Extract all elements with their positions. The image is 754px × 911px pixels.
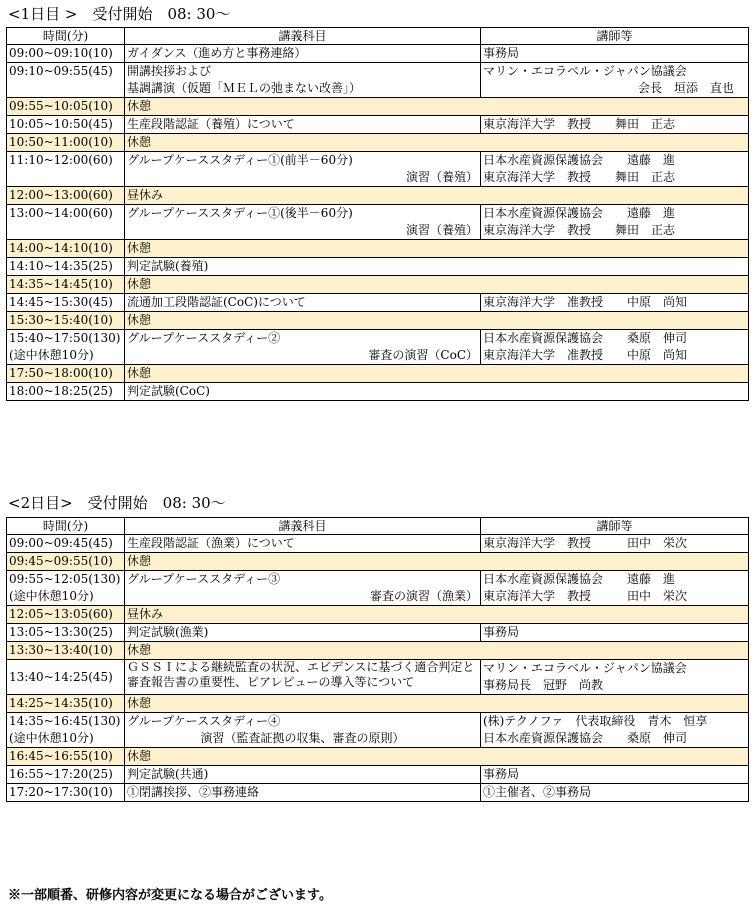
time-text: 13:05~13:30(25) xyxy=(9,625,113,639)
break-row xyxy=(7,553,749,571)
subject-text: 休憩 xyxy=(127,135,152,149)
lecturer-text: (株)テクノファ 代表取締役 青木 恒享 xyxy=(483,714,708,728)
time-text: 14:35~14:45(10) xyxy=(9,277,113,291)
time-text: 13:00~14:00(60) xyxy=(9,206,113,220)
header-lecturer: 講師等 xyxy=(481,28,749,45)
break-row xyxy=(7,276,749,294)
time-cell xyxy=(7,535,125,553)
subject-cell xyxy=(125,624,481,642)
time-cell xyxy=(7,766,125,784)
lecturer-cell xyxy=(481,624,749,642)
lecturer-text: ①主催者、②事務局 xyxy=(483,785,592,799)
time-cell xyxy=(7,695,125,713)
subject-text: 昼休み xyxy=(127,188,164,202)
subject-text: 休憩 xyxy=(127,554,152,568)
time-cell xyxy=(7,660,125,695)
subject-cell xyxy=(125,294,481,312)
lecturer-text: マリン・エコラベル・ジャパン協議会 xyxy=(483,64,687,78)
time-text: 15:30~15:40(10) xyxy=(9,313,113,327)
break-row xyxy=(7,695,749,713)
time-cell xyxy=(7,63,125,98)
time-cell xyxy=(7,312,125,330)
lecturer-text: 事務局長 冠野 尚教 xyxy=(483,678,604,692)
time-text: 09:55~10:05(10) xyxy=(9,99,113,113)
subject-text: グループケーススタディー①(後半－60分) xyxy=(127,206,353,220)
lecturer-text: 日本水産資源保護協会 桑原 伸司 xyxy=(483,731,688,745)
subject-cell xyxy=(125,553,749,571)
time-cell xyxy=(7,152,125,187)
time-text: 17:20~17:30(10) xyxy=(9,785,113,799)
day2-schedule-table xyxy=(6,517,749,802)
subject-text: 生産段階認証（養殖）について xyxy=(127,117,295,131)
subject-text: 休憩 xyxy=(127,749,152,763)
table-row xyxy=(7,713,749,748)
time-text: 12:00~13:00(60) xyxy=(9,188,113,202)
break-row xyxy=(7,240,749,258)
lecturer-text: 会長 垣添 直也 xyxy=(637,81,734,95)
time-cell xyxy=(7,98,125,116)
subject-text: グループケーススタディー③ xyxy=(127,572,281,586)
lecturer-cell xyxy=(481,63,749,98)
time-cell xyxy=(7,205,125,240)
header-subject: 講義科目 xyxy=(125,28,481,45)
time-text: 16:45~16:55(10) xyxy=(9,749,113,763)
time-text: 13:30~13:40(10) xyxy=(9,643,113,657)
lecturer-cell xyxy=(481,535,749,553)
subject-cell xyxy=(125,63,481,98)
break-row xyxy=(7,642,749,660)
time-cell xyxy=(7,606,125,624)
time-text: (途中休憩10分) xyxy=(9,589,94,603)
table-row xyxy=(7,624,749,642)
time-cell xyxy=(7,624,125,642)
time-text: 11:10~12:00(60) xyxy=(9,153,113,167)
break-row xyxy=(7,98,749,116)
time-text: (途中休憩10分) xyxy=(9,731,94,745)
table-row xyxy=(7,116,749,134)
time-text: 13:40~14:25(45) xyxy=(9,669,113,684)
lecturer-cell xyxy=(481,766,749,784)
day1-schedule-table xyxy=(6,27,749,401)
subject-text: 判定試験(共通) xyxy=(127,767,209,781)
time-text: 12:05~13:05(60) xyxy=(9,607,113,621)
time-text: 14:00~14:10(10) xyxy=(9,241,113,255)
time-text: (途中休憩10分) xyxy=(9,348,94,362)
table-row xyxy=(7,766,749,784)
subject-text: 審査の演習（CoC） xyxy=(368,348,478,362)
header-subject: 講義科目 xyxy=(125,518,481,535)
lecturer-cell xyxy=(481,116,749,134)
subject-cell xyxy=(125,187,749,205)
time-text: 09:45~09:55(10) xyxy=(9,554,113,568)
lecturer-cell xyxy=(481,152,749,187)
table-row xyxy=(7,535,749,553)
table-header-row xyxy=(7,28,749,45)
subject-text: 流通加工段階認証(CoC)について xyxy=(127,295,306,309)
time-text: 14:10~14:35(25) xyxy=(9,259,113,273)
subject-cell xyxy=(125,276,749,294)
time-text: 18:00~18:25(25) xyxy=(9,384,113,398)
subject-text: 休憩 xyxy=(127,643,152,657)
subject-cell xyxy=(125,98,749,116)
lecturer-text: マリン・エコラベル・ジャパン協議会 xyxy=(483,661,687,675)
subject-text: 休憩 xyxy=(127,696,152,710)
lecturer-text: 日本水産資源保護協会 遠藤 進 xyxy=(483,572,676,586)
subject-text: グループケーススタディー② xyxy=(127,331,281,345)
subject-text: ①閉講挨拶、②事務連絡 xyxy=(127,785,260,799)
subject-text: ＧＳＳＩによる継続監査の状況、エビデンスに基づく適合判定と審査報告書の重要性、ピアレビューの導入等について xyxy=(127,660,475,689)
subject-cell xyxy=(125,766,481,784)
subject-cell xyxy=(125,330,481,365)
lecturer-text: 東京海洋大学 教授 田中 栄次 xyxy=(483,589,688,603)
subject-cell xyxy=(125,45,481,63)
time-text: 15:40~17:50(130) xyxy=(9,331,121,345)
time-text: 10:50~11:00(10) xyxy=(9,135,113,149)
time-text: 09:00~09:45(45) xyxy=(9,536,113,550)
time-cell xyxy=(7,748,125,766)
subject-cell xyxy=(125,205,481,240)
table-row xyxy=(7,45,749,63)
subject-text: グループケーススタディー④ xyxy=(127,714,281,728)
table-header-row xyxy=(7,518,749,535)
lecturer-cell xyxy=(481,713,749,748)
lecturer-text: 東京海洋大学 教授 舞田 正志 xyxy=(483,117,676,131)
lecturer-text: 日本水産資源保護協会 遠藤 進 xyxy=(483,153,676,167)
day1-heading: <1日目 > 受付開始 08: 30〜 xyxy=(8,5,231,23)
time-cell xyxy=(7,571,125,606)
time-text: 17:50~18:00(10) xyxy=(9,366,113,380)
subject-cell xyxy=(125,383,749,401)
lecturer-text: 事務局 xyxy=(483,46,520,60)
subject-cell xyxy=(125,240,749,258)
subject-text: 判定試験(CoC) xyxy=(127,384,210,398)
time-cell xyxy=(7,294,125,312)
time-cell xyxy=(7,134,125,152)
lecturer-text: 東京海洋大学 准教授 中原 尚知 xyxy=(483,348,688,362)
table-row xyxy=(7,383,749,401)
time-cell xyxy=(7,330,125,365)
lecturer-cell xyxy=(481,571,749,606)
subject-text: 生産段階認証（漁業）について xyxy=(127,536,295,550)
subject-cell xyxy=(125,365,749,383)
subject-text: 休憩 xyxy=(127,241,152,255)
lecturer-cell xyxy=(481,45,749,63)
lecturer-cell xyxy=(481,294,749,312)
lecturer-cell xyxy=(481,784,749,802)
subject-text: 演習（養殖） xyxy=(405,223,478,237)
lecturer-text: 事務局 xyxy=(483,767,520,781)
break-row xyxy=(7,606,749,624)
break-row xyxy=(7,365,749,383)
subject-cell xyxy=(125,660,481,695)
time-cell xyxy=(7,240,125,258)
table-row xyxy=(7,205,749,240)
footnote: ※一部順番、研修内容が変更になる場合がございます。 xyxy=(8,888,332,903)
subject-text: 休憩 xyxy=(127,313,152,327)
lecturer-text: 東京海洋大学 教授 田中 栄次 xyxy=(483,536,688,550)
lecturer-cell xyxy=(481,205,749,240)
time-cell xyxy=(7,258,125,276)
table-row xyxy=(7,330,749,365)
break-row xyxy=(7,312,749,330)
subject-cell xyxy=(125,748,749,766)
subject-cell xyxy=(125,134,749,152)
header-time: 時間(分) xyxy=(7,518,125,535)
time-text: 09:55~12:05(130) xyxy=(9,572,121,586)
subject-cell xyxy=(125,713,481,748)
subject-text: グループケーススタディー①(前半－60分) xyxy=(127,153,353,167)
time-cell xyxy=(7,553,125,571)
table-row xyxy=(7,258,749,276)
subject-cell xyxy=(125,642,749,660)
break-row xyxy=(7,748,749,766)
time-cell xyxy=(7,642,125,660)
subject-text: 演習（養殖） xyxy=(405,170,478,184)
lecturer-text: 日本水産資源保護協会 遠藤 進 xyxy=(483,206,676,220)
subject-text: 開講挨拶および xyxy=(127,64,212,78)
time-text: 10:05~10:50(45) xyxy=(9,117,113,131)
subject-cell xyxy=(125,152,481,187)
subject-text: 休憩 xyxy=(127,277,152,291)
header-lecturer: 講師等 xyxy=(481,518,749,535)
subject-text: ガイダンス（進め方と事務連絡） xyxy=(127,46,307,60)
subject-text: 昼休み xyxy=(127,607,164,621)
time-text: 09:00~09:10(10) xyxy=(9,46,113,60)
time-cell xyxy=(7,276,125,294)
subject-cell xyxy=(125,606,749,624)
header-time: 時間(分) xyxy=(7,28,125,45)
subject-cell xyxy=(125,571,481,606)
subject-cell xyxy=(125,695,749,713)
lecturer-text: 日本水産資源保護協会 桑原 伸司 xyxy=(483,331,688,345)
subject-cell xyxy=(125,535,481,553)
time-text: 14:35~16:45(130) xyxy=(9,714,121,728)
time-cell xyxy=(7,365,125,383)
table-row xyxy=(7,294,749,312)
subject-text: 休憩 xyxy=(127,99,152,113)
subject-cell xyxy=(125,116,481,134)
subject-text: 演習（監査証拠の収集、審査の原則） xyxy=(200,731,405,745)
time-cell xyxy=(7,784,125,802)
subject-text: 基調講演（仮題「ＭＥＬの弛まない改善」） xyxy=(127,81,362,95)
lecturer-text: 事務局 xyxy=(483,625,520,639)
table-row xyxy=(7,571,749,606)
time-cell xyxy=(7,713,125,748)
time-text: 09:10~09:55(45) xyxy=(9,64,113,78)
table-row xyxy=(7,63,749,98)
subject-cell xyxy=(125,312,749,330)
time-cell xyxy=(7,45,125,63)
table-row xyxy=(7,784,749,802)
subject-text: 審査の演習（漁業） xyxy=(369,589,478,603)
subject-text: 判定試験(養殖) xyxy=(127,259,209,273)
time-cell xyxy=(7,383,125,401)
time-text: 14:25~14:35(10) xyxy=(9,696,113,710)
time-text: 16:55~17:20(25) xyxy=(9,767,113,781)
day2-heading: <2日目> 受付開始 08: 30〜 xyxy=(8,494,226,512)
break-row xyxy=(7,134,749,152)
table-row xyxy=(7,152,749,187)
lecturer-text: 東京海洋大学 教授 舞田 正志 xyxy=(483,170,676,184)
lecturer-text: 東京海洋大学 准教授 中原 尚知 xyxy=(483,295,688,309)
time-cell xyxy=(7,116,125,134)
time-text: 14:45~15:30(45) xyxy=(9,295,113,309)
lecturer-cell xyxy=(481,330,749,365)
subject-cell xyxy=(125,258,749,276)
subject-text: 休憩 xyxy=(127,366,152,380)
time-cell xyxy=(7,187,125,205)
lecturer-text: 東京海洋大学 教授 舞田 正志 xyxy=(483,223,676,237)
subject-cell xyxy=(125,784,481,802)
lecturer-cell xyxy=(481,660,749,695)
subject-text: 判定試験(漁業) xyxy=(127,625,209,639)
table-row xyxy=(7,660,749,695)
break-row xyxy=(7,187,749,205)
